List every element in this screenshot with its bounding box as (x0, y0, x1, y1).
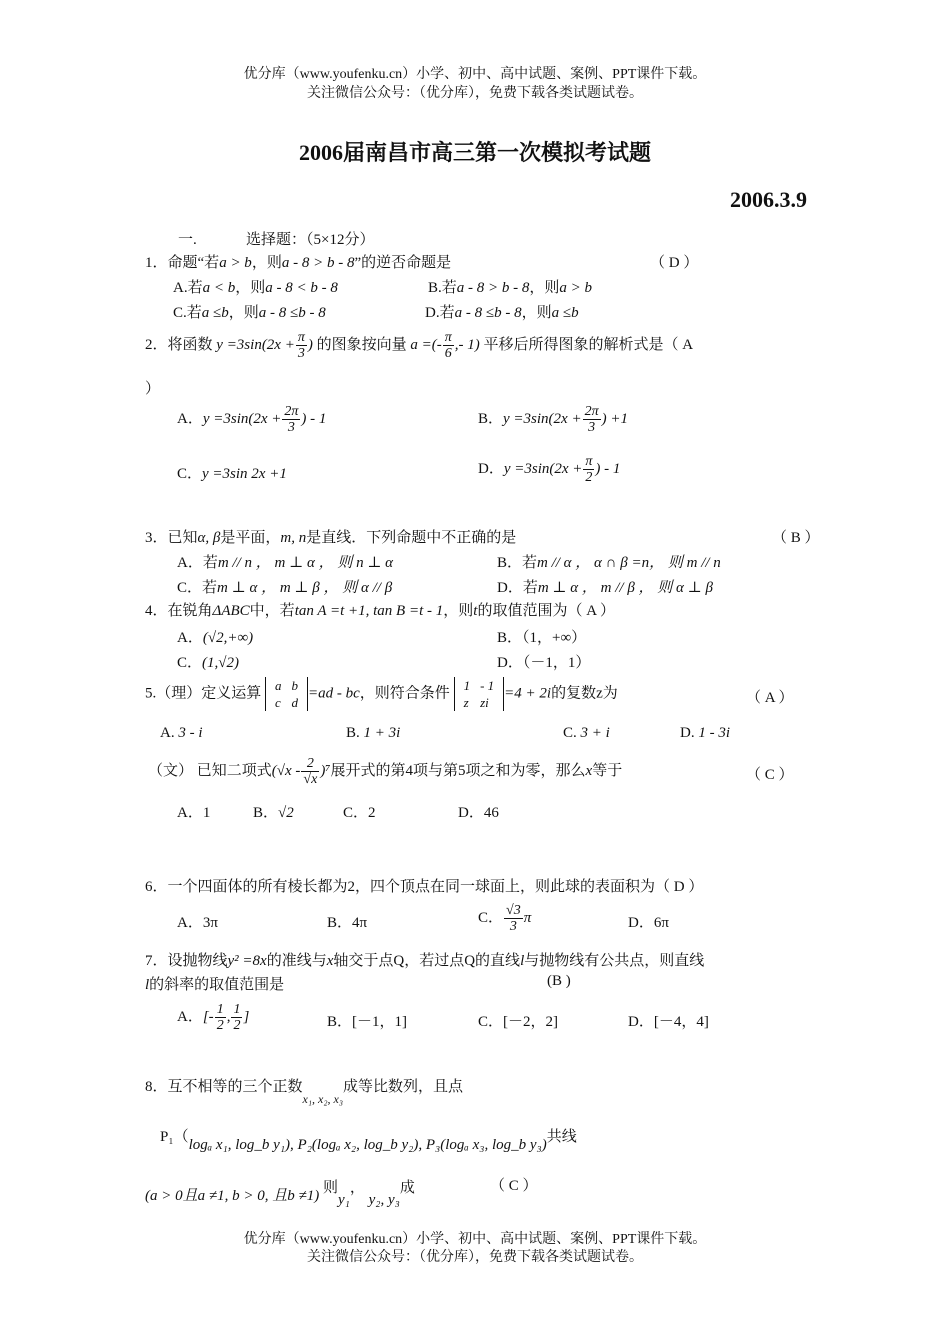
q2-answer-close: ） (145, 381, 161, 397)
question-6: 6．一个四面体的所有棱长都为2，四个顶点在同一球面上，则此球的表面积为（ D ） (145, 879, 704, 895)
q1-option-a: A.若a < b，则a - 8 < b - 8 (173, 280, 338, 296)
determinant-1: a b c d (265, 677, 308, 711)
question-3: 3．已知α, β是平面，m, n是直线．下列命题中不正确的是 (145, 530, 517, 546)
q1-option-b: B.若a - 8 > b - 8，则a > b (428, 280, 593, 296)
footer-line-1: 优分库（www.youfenku.cn）小学、初中、高中试题、案例、PPT课件下载。 (243, 1232, 707, 1247)
q4-option-d: D．（－1，1） (497, 655, 591, 671)
q2-option-c: C．y =3sin 2x +1 (177, 466, 287, 482)
q7-option-d: D．[－4，4] (628, 1014, 709, 1030)
question-7-line-2: l的斜率的取值范围是 (145, 977, 285, 993)
q3-answer: （ B ） (772, 530, 820, 546)
q3-option-b: B．若m // α ， α ∩ β =n， 则 m // n (497, 555, 721, 571)
determinant-2: 1 - 1 z zi (454, 677, 505, 711)
question-4: 4．在锐角ΔABC中，若tan A =t +1, tan B =t - 1，则t的取值范围为（ A ） (145, 603, 615, 619)
question-7: 7．设抛物线y² =8x的准线与x轴交于点Q，若过点Q的直线l与抛物线有公共点，则直线 (145, 953, 705, 969)
q8-condition: (a > 0且a ≠1, b > 0, 且b ≠1) 则y₁， y₂, y₃成 (145, 1180, 415, 1208)
header-line-1: 优分库（www.youfenku.cn）小学、初中、高中试题、案例、PPT课件下载。 (243, 67, 707, 82)
question-5: 5.（理）定义运算 a b c d =ad - bc，则符合条件 1 - 1 z zi =4 + 2i的复数z为 (145, 678, 618, 710)
q1-answer: （ D ） (650, 255, 699, 271)
q4-option-c: C．(1,√2) (177, 655, 239, 671)
q6-option-d: D．6π (628, 915, 669, 931)
q7-option-a: A．[- $\frac{1}{2}$ , $\frac{1}{2}$ ] (177, 1002, 250, 1033)
q6-option-b: B．4π (327, 915, 368, 931)
q4-option-a: A．(√2,+∞) (177, 630, 254, 646)
q4-option-b: B．（1，+∞） (497, 630, 587, 646)
q6-option-c: C． $\frac{√3}{3}$ π (478, 903, 532, 934)
q6-option-a: A．3π (177, 915, 218, 931)
q5-wen-option-d: D．46 (458, 805, 499, 821)
q1-option-c: C.若a ≤b，则a - 8 ≤b - 8 (173, 305, 326, 321)
q5-option-a: A. 3 - i (160, 725, 203, 741)
q5-option-d: D. 1 - 3i (680, 725, 731, 741)
q5-answer: （ A ） (746, 690, 794, 706)
footer-line-2: 关注微信公众号：（优分库），免费下载各类试题试卷。 (307, 1250, 643, 1265)
q7-option-b: B．[－1，1] (327, 1014, 407, 1030)
q3-option-a: A．若m // n ， m ⊥ α ， 则 n ⊥ α (177, 555, 394, 571)
section-name: 选择题：（5×12分） (246, 232, 375, 248)
q5-option-c: C. 3 + i (563, 725, 610, 741)
q5-wen-option-b: B．√2 (253, 805, 294, 821)
q3-option-d: D．若m ⊥ α ， m // β ， 则 α ⊥ β (497, 580, 713, 596)
q1-option-d: D.若a - 8 ≤b - 8，则a ≤b (425, 305, 579, 321)
q2-option-b: B．y =3sin(2x + $\frac{2\pi}{3}$ ) +1 (478, 404, 628, 435)
question-1: 1．命题“若a > b，则a - 8 > b - 8”的逆否命题是 (145, 255, 452, 271)
q2-option-d: D．y =3sin(2x + $\frac{\pi}{2}$ ) - 1 (478, 454, 621, 485)
question-8: 8．互不相等的三个正数$_{x_1, x_2, x_3}$成等比数列，且点 (145, 1079, 464, 1106)
exam-date: 2006.3.9 (730, 187, 807, 212)
question-2: 2．将函数 y =3sin(2x + $\frac{\pi}{3}$ ) 的图象按向量 a =(- $\frac{\pi}{6}$ ,- 1) 平移后所得图象的解析式是（ A (145, 330, 694, 361)
q3-option-c: C．若m ⊥ α ， m ⊥ β ， 则 α // β (177, 580, 393, 596)
q7-answer: (B ) (547, 973, 571, 989)
q5-wen-answer: （ C ） (746, 767, 794, 783)
q2-option-a: A．y =3sin(2x + $\frac{2\pi}{3}$ ) - 1 (177, 404, 327, 435)
q8-answer: （ C ） (490, 1178, 538, 1194)
q8-points: P₁（logₐ x₁, log_b y₁), P₂(logₐ x₂, log_b y₂), P₃(logₐ x₃, log_b y₃)共线 (160, 1129, 577, 1153)
q5-wen-option-a: A．1 (177, 805, 211, 821)
header-line-2: 关注微信公众号：（优分库），免费下载各类试题试卷。 (307, 86, 643, 101)
exam-title: 2006届南昌市高三第一次模拟考试题 (298, 140, 651, 165)
section-label: 一. (178, 232, 197, 248)
q5-wen: （文） 已知二项式(√x - $\frac{2}{√x}$ )⁷展开式的第4项与第5项之和为零，那么x等于 (148, 756, 623, 787)
q7-option-c: C．[－2，2] (478, 1014, 558, 1030)
q5-wen-option-c: C．2 (343, 805, 376, 821)
q5-option-b: B. 1 + 3i (346, 725, 401, 741)
